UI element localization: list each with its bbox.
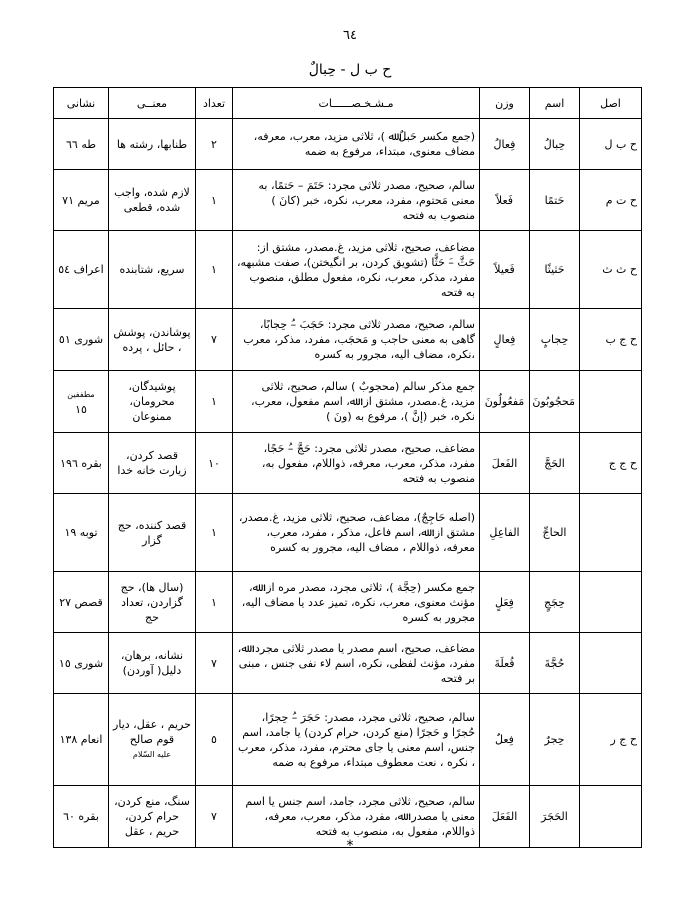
cell-wazn: الفَعَلَ (480, 786, 530, 848)
table-row (54, 309, 642, 371)
cell-ref: مریم ٧١ (54, 170, 109, 231)
cell-count: ١ (196, 494, 233, 572)
cell-asl: ح ج ب (580, 309, 642, 371)
header-ref: نشانی (54, 88, 109, 119)
ref-verse: ١٥ (75, 402, 87, 416)
ref-surah-small: مطففین (67, 389, 95, 399)
cell-count: ١ (196, 371, 233, 433)
cell-asl (580, 371, 642, 433)
cell-count: ٧ (196, 633, 233, 694)
cell-desc: (اصله حَاجِجٌ)، مضاعف، صحیح، ثلاثی مزید، غ.مصدر، مشتق از: ﷲ، اسم فاعل، مذکر ، مفرد، معرب، معرفه، ذواللام ، مضاف الیه، مجرور به کسره (233, 494, 480, 572)
cell-mana (109, 694, 196, 786)
cell-wazn: فِعلٌ (480, 694, 530, 786)
cell-ism: الحاجِّ (530, 494, 580, 572)
mana-text: حریم ، عقل، دیار قوم صالح (113, 718, 191, 746)
cell-desc: سالم، صحیح، مصدر ثلاثی مجرد: حَجَبَ –ُ حِجابًا، گاهی به معنی حاجب و مَحجَب، مفرد، مذکر، معرب ،نکره، مضاف الیه، مجرور به کسره (233, 309, 480, 371)
cell-wazn: فِعالٍ (480, 309, 530, 371)
header-wazn: وزن (480, 88, 530, 119)
cell-wazn: الفاعِلِ (480, 494, 530, 572)
cell-mana: پوشیدگان، محرومان، ممنوعان (109, 371, 196, 433)
cell-asl (580, 494, 642, 572)
cell-desc: (جمع مکسر حَبلٌ ﷲ )، ثلاثی مزید، معرب، معرفه، مضاف معنوی، مبتداء، مرفوع به ضمه (233, 119, 480, 170)
table-row (54, 170, 642, 231)
cell-wazn: فِعالُ (480, 119, 530, 170)
cell-asl: ح ج ر (580, 694, 642, 786)
cell-ref (54, 371, 109, 433)
cell-asl (580, 633, 642, 694)
cell-ism: مَحجُوبُونَ (530, 371, 580, 433)
cell-count: ٧ (196, 309, 233, 371)
cell-desc: مضاعف، صحیح، اسم مصدر یا مصدر ثلاثی مجرد: ﷲ، مفرد، مؤنث لفظی، نکره، اسم لاء نفی جنس ، مبنی بر فتحه (233, 633, 480, 694)
cell-ref: انعام ١٣٨ (54, 694, 109, 786)
cell-count: ١ (196, 170, 233, 231)
cell-ism: حِجَجٍ (530, 572, 580, 633)
cell-ism: حِجابٍ (530, 309, 580, 371)
cell-mana: طنابها، رشته ها (109, 119, 196, 170)
cell-ism: الحَجَرَ (530, 786, 580, 848)
cell-asl: ح ت م (580, 170, 642, 231)
table-row (54, 119, 642, 170)
cell-desc: جمع مذکر سالم (محجوبٌ ) سالم، صحیح، ثلاثی مزید، غ.مصدر، مشتق از: ﷲ، اسم مفعول، معرب، نکره، خبر (إنَّ )، مرفوع به (ونَ ) (233, 371, 480, 433)
table-row (54, 231, 642, 309)
cell-asl: ح ث ث (580, 231, 642, 309)
lexicon-table (53, 87, 642, 848)
cell-asl: ح ب ل (580, 119, 642, 170)
header-ism: اسم (530, 88, 580, 119)
cell-mana: (سال ها)، حج گزاردن، تعداد حج (109, 572, 196, 633)
cell-count: ٥ (196, 694, 233, 786)
table-row (54, 371, 642, 433)
cell-ref: اعراف ٥٤ (54, 231, 109, 309)
cell-desc: مضاعف، صحیح، ثلاثی مزید، غ.مصدر، مشتق از: حَثَّ –َ حَثًّا (تشویق کردن، بر انگیختن)، صفت مشبهه، مفرد، مذکر، معرب، نکره، مفعول مطلق، منصوب به فتحه (233, 231, 480, 309)
page-number: ٦٤ (343, 28, 357, 43)
cell-mana: سریع، شتابنده (109, 231, 196, 309)
header-mana: معنــی (109, 88, 196, 119)
cell-count: ٢ (196, 119, 233, 170)
cell-ref: قصص ٢٧ (54, 572, 109, 633)
cell-ref: شوری ٥١ (54, 309, 109, 371)
table-row (54, 633, 642, 694)
cell-ism: حَثیثًا (530, 231, 580, 309)
cell-mana: نشانه، برهان، دلیل( آوردن) (109, 633, 196, 694)
cell-asl (580, 572, 642, 633)
cell-desc: سالم، صحیح، ثلاثی مجرد، مصدر: حَجَرَ –ُ حِجرًا، حُجرًا و حَجرًا (منع کردن، حرام کردن) یا جامد، اسم جنس، اسم معنی یا جای محترم، مفرد، مذکر، معرب ، نکره ، نعت معطوف مبتداء، مرفوع به ضمه (233, 694, 480, 786)
mana-honorific-small: علیه السّلام (132, 750, 172, 759)
cell-ism: حِبالُ (530, 119, 580, 170)
cell-ism: حِجرٌ (530, 694, 580, 786)
cell-wazn: فَعیلاً (480, 231, 530, 309)
header-asl: اصل (580, 88, 642, 119)
cell-desc: سالم، صحیح، مصدر ثلاثی مجرد: حَتَمَ – حَتمًا، به معنی مَحتوم، مفرد، معرب، نکره، خبر (کانَ ) منصوب به فتحه (233, 170, 480, 231)
cell-ref: طه ٦٦ (54, 119, 109, 170)
cell-wazn: فَعلاً (480, 170, 530, 231)
cell-count: ١ (196, 572, 233, 633)
cell-count: ١٠ (196, 433, 233, 494)
cell-desc: سالم، صحیح، ثلاثی مجرد، جامد، اسم جنس یا اسم معنی یا مصدر: ﷲ، مفرد، مذکر، معرب، معرفه، ذواللام، مفعول به، منصوب به فتحه (233, 786, 480, 848)
cell-mana: قصد کننده، حج گزار (109, 494, 196, 572)
cell-count: ٧ (196, 786, 233, 848)
cell-ref: شوری ١٥ (54, 633, 109, 694)
table-row (54, 572, 642, 633)
cell-asl: ح ج ج (580, 433, 642, 494)
cell-mana: لازم شده، واجب شده، قطعی (109, 170, 196, 231)
page-title: ح ب ل - حِبالٌ (308, 62, 392, 78)
header-desc: مـشـخـصــــــات (233, 88, 480, 119)
table-row (54, 694, 642, 786)
table-row (54, 433, 642, 494)
table-header-row (54, 88, 642, 119)
footer-asterisk: * (346, 838, 354, 854)
cell-ism: حَتمًا (530, 170, 580, 231)
cell-ref: بقره ٦٠ (54, 786, 109, 848)
cell-wazn: الفَعلَ (480, 433, 530, 494)
cell-desc: مضاعف، صحیح، مصدر ثلاثی مجرد: حَجَّ –ُ حَجًا، مفرد، مذکر، معرب، معرفه، ذواللام، مفعول به، منصوب به فتحه (233, 433, 480, 494)
cell-ism: الحَجَّ (530, 433, 580, 494)
cell-mana: پوشاندن، پوشش ، حائل ، پرده (109, 309, 196, 371)
cell-ref: بقره ١٩٦ (54, 433, 109, 494)
cell-ref: توبه ١٩ (54, 494, 109, 572)
cell-count: ١ (196, 231, 233, 309)
cell-wazn: مَفعُولُونَ (480, 371, 530, 433)
table-row (54, 494, 642, 572)
cell-desc: جمع مکسر (حِجَّة )، ثلاثی مجرد، مصدر مره از: ﷲ، مؤنث معنوی، معرب، نکره، تمیز عدد یا مضاف الیه، مجرور به کسره (233, 572, 480, 633)
cell-wazn: فِعَلٍ (480, 572, 530, 633)
header-count: تعداد (196, 88, 233, 119)
cell-mana: قصد کردن، زیارت خانه خدا (109, 433, 196, 494)
cell-ism: حُجَّةَ (530, 633, 580, 694)
cell-mana: سنگ، منع کردن، حرام کردن، حریم ، عقل (109, 786, 196, 848)
cell-wazn: فُعلَةَ (480, 633, 530, 694)
